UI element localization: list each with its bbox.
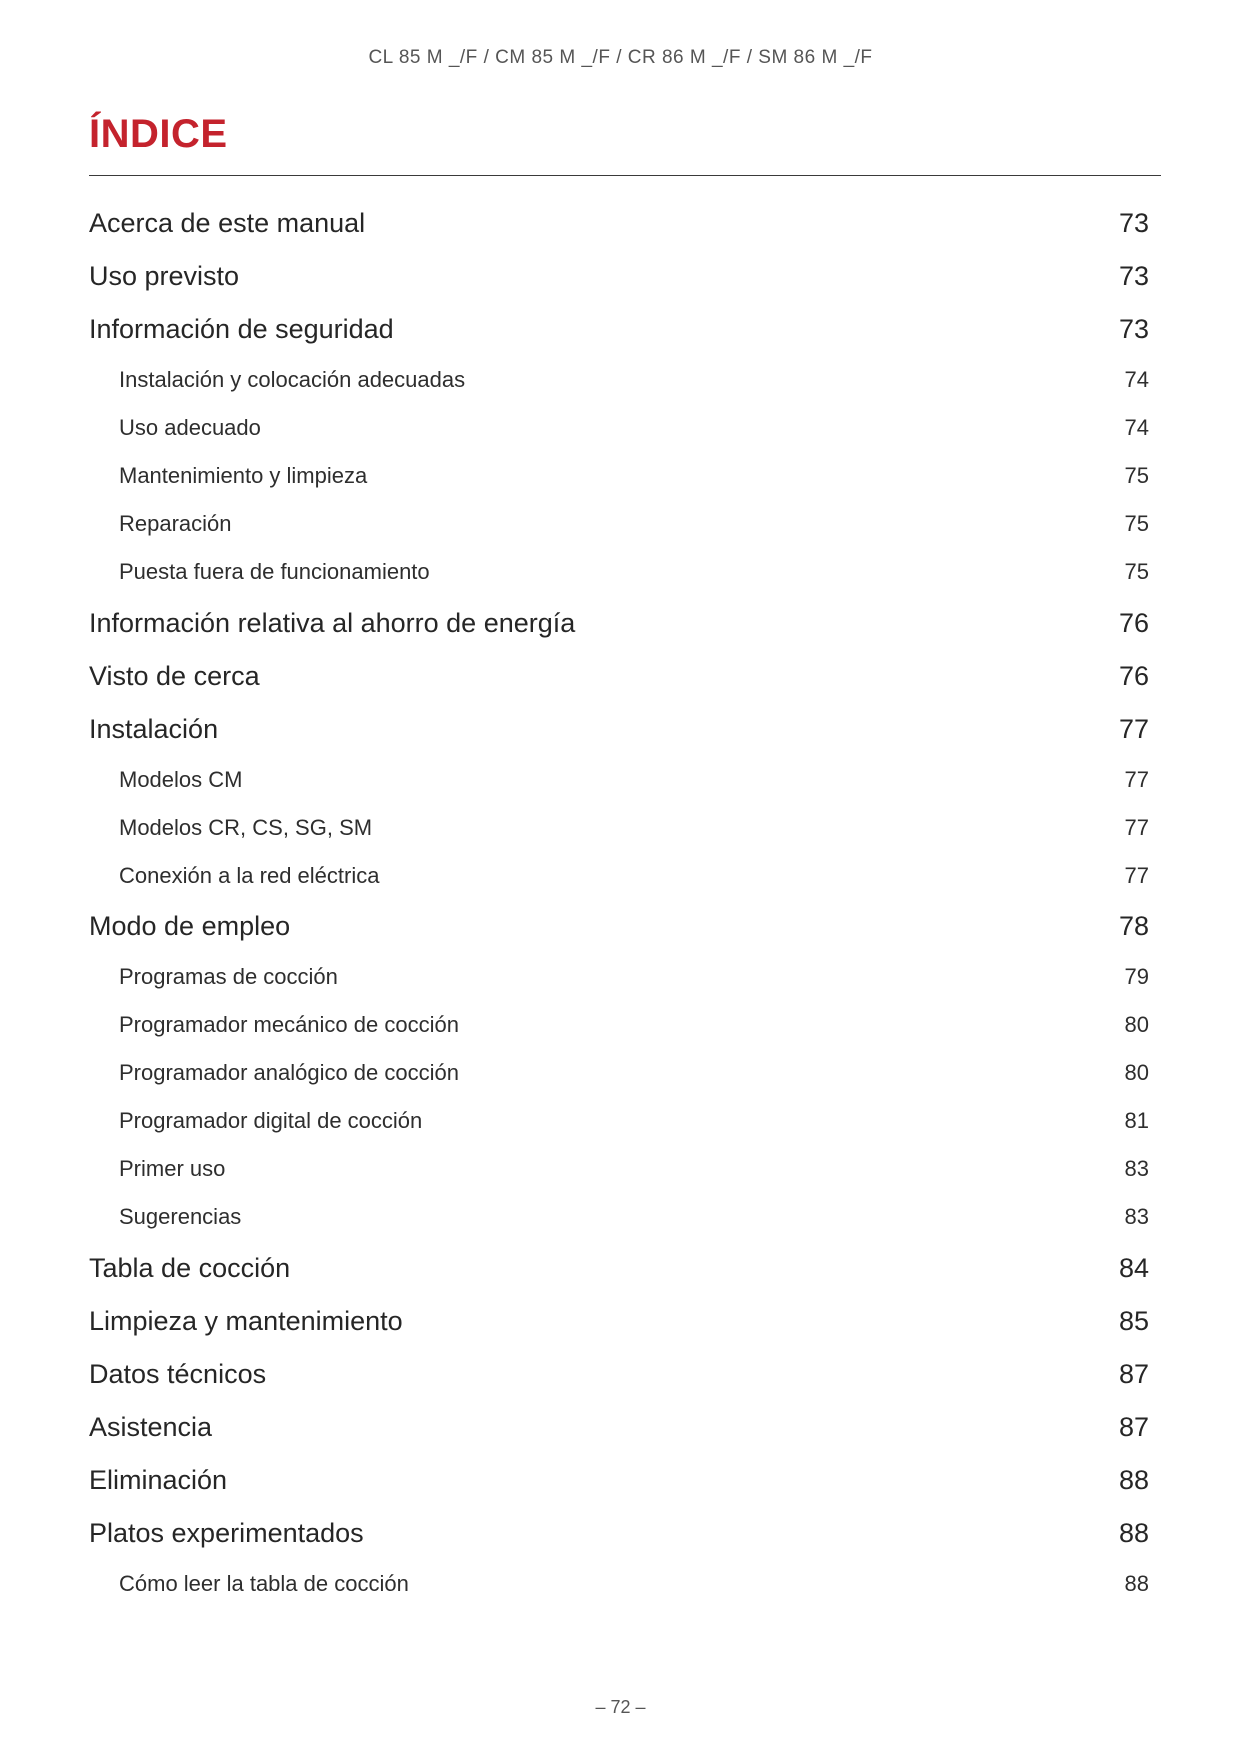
toc-entry[interactable] — [89, 1518, 1149, 1549]
toc-subentry[interactable] — [119, 559, 1149, 585]
page-header-models: CL 85 M _/F / CM 85 M _/F / CR 86 M _/F / SM 86 M _/F — [368, 47, 873, 68]
toc-entry-label: Eliminación — [89, 1465, 228, 1495]
toc-entry-page: 78 — [1118, 911, 1149, 941]
toc-entry-page: 81 — [1124, 1108, 1149, 1133]
toc-entry-label: Información de seguridad — [89, 314, 394, 344]
toc-entry-label: Reparación — [119, 511, 232, 536]
toc-subentry[interactable] — [119, 415, 1149, 441]
toc-entry-label: Platos experimentados — [89, 1518, 364, 1548]
toc-entry-label: Acerca de este manual — [89, 208, 366, 238]
toc-entry-page: 74 — [1124, 367, 1149, 392]
toc-entry[interactable] — [89, 608, 1149, 639]
toc-entry-label: Programador analógico de cocción — [119, 1060, 459, 1085]
toc-entry-page: 83 — [1124, 1156, 1149, 1181]
toc-entry-page: 87 — [1118, 1412, 1149, 1442]
toc-subentry[interactable] — [119, 367, 1149, 393]
toc-entry[interactable] — [89, 911, 1149, 942]
toc-entry-page: 77 — [1124, 815, 1149, 840]
toc-subentry[interactable] — [119, 1108, 1149, 1134]
toc-entry-page: 80 — [1124, 1012, 1149, 1037]
toc-entry-label: Programador mecánico de cocción — [119, 1012, 459, 1037]
toc-entry[interactable] — [89, 1359, 1149, 1390]
toc-entry-page: 73 — [1118, 314, 1149, 344]
toc-entry-page: 73 — [1118, 208, 1149, 238]
toc-entry-page: 75 — [1124, 559, 1149, 584]
toc-entry-label: Uso adecuado — [119, 415, 261, 440]
toc-entry-label: Datos técnicos — [89, 1359, 267, 1389]
toc-entry-page: 88 — [1118, 1518, 1149, 1548]
toc-entry-page: 84 — [1118, 1253, 1149, 1283]
toc-subentry[interactable] — [119, 463, 1149, 489]
toc-entry-label: Modelos CM — [119, 767, 243, 792]
toc-entry-page: 80 — [1124, 1060, 1149, 1085]
toc-entry[interactable] — [89, 208, 1149, 239]
toc-entry-label: Tabla de cocción — [89, 1253, 291, 1283]
toc-entry-label: Conexión a la red eléctrica — [119, 863, 380, 888]
toc-entry-label: Sugerencias — [119, 1204, 242, 1229]
toc-entry-label: Programas de cocción — [119, 964, 338, 989]
toc-subentry[interactable] — [119, 863, 1149, 889]
toc-entry-page: 79 — [1124, 964, 1149, 989]
toc-subentry[interactable] — [119, 1012, 1149, 1038]
toc-entry-page: 73 — [1118, 261, 1149, 291]
toc-entry-label: Cómo leer la tabla de cocción — [119, 1571, 409, 1596]
toc-subentry[interactable] — [119, 1571, 1149, 1597]
toc-entry-label: Mantenimiento y limpieza — [119, 463, 368, 488]
toc-subentry[interactable] — [119, 964, 1149, 990]
toc-entry-label: Instalación — [89, 714, 219, 744]
toc-entry-page: 75 — [1124, 463, 1149, 488]
toc-entry-page: 77 — [1124, 863, 1149, 888]
toc-entry-page: 74 — [1124, 415, 1149, 440]
toc-entry-page: 88 — [1118, 1465, 1149, 1495]
page-number: – 72 – — [595, 1697, 646, 1717]
toc-entry[interactable] — [89, 661, 1149, 692]
toc-subentry[interactable] — [119, 815, 1149, 841]
toc-subentry[interactable] — [119, 1060, 1149, 1086]
toc-entry[interactable] — [89, 1253, 1149, 1284]
toc-entry-label: Modelos CR, CS, SG, SM — [119, 815, 373, 840]
toc-entry-page: 76 — [1118, 661, 1149, 691]
toc-entry-page: 83 — [1124, 1204, 1149, 1229]
toc-entry-label: Primer uso — [119, 1156, 226, 1181]
toc-subentry[interactable] — [119, 1156, 1149, 1182]
toc-entry[interactable] — [89, 314, 1149, 345]
toc-entry-label: Uso previsto — [89, 261, 240, 291]
toc-entry[interactable] — [89, 714, 1149, 745]
toc-entry-label: Modo de empleo — [89, 911, 291, 941]
toc-entry-label: Instalación y colocación adecuadas — [119, 367, 466, 392]
toc-entry-label: Limpieza y mantenimiento — [89, 1306, 403, 1336]
toc-entry[interactable] — [89, 1306, 1149, 1337]
toc-subentry[interactable] — [119, 767, 1149, 793]
toc-entry[interactable] — [89, 1412, 1149, 1443]
toc-entry-label: Puesta fuera de funcionamiento — [119, 559, 430, 584]
toc-entry-page: 75 — [1124, 511, 1149, 536]
toc-subentry[interactable] — [119, 1204, 1149, 1230]
toc-entry-page: 85 — [1118, 1306, 1149, 1336]
toc-entry-page: 77 — [1124, 767, 1149, 792]
toc-entry-label: Programador digital de cocción — [119, 1108, 423, 1133]
toc-entry[interactable] — [89, 261, 1149, 292]
toc-entry-page: 76 — [1118, 608, 1149, 638]
toc-entry[interactable] — [89, 1465, 1149, 1496]
toc-entry-label: Información relativa al ahorro de energía — [89, 608, 576, 638]
toc-entry-label: Visto de cerca — [89, 661, 260, 691]
toc-entry-page: 88 — [1124, 1571, 1149, 1596]
toc-entry-page: 77 — [1118, 714, 1149, 744]
toc-entry-page: 87 — [1118, 1359, 1149, 1389]
toc-subentry[interactable] — [119, 511, 1149, 537]
toc-entry-label: Asistencia — [89, 1412, 213, 1442]
page-title: ÍNDICE — [89, 112, 228, 156]
